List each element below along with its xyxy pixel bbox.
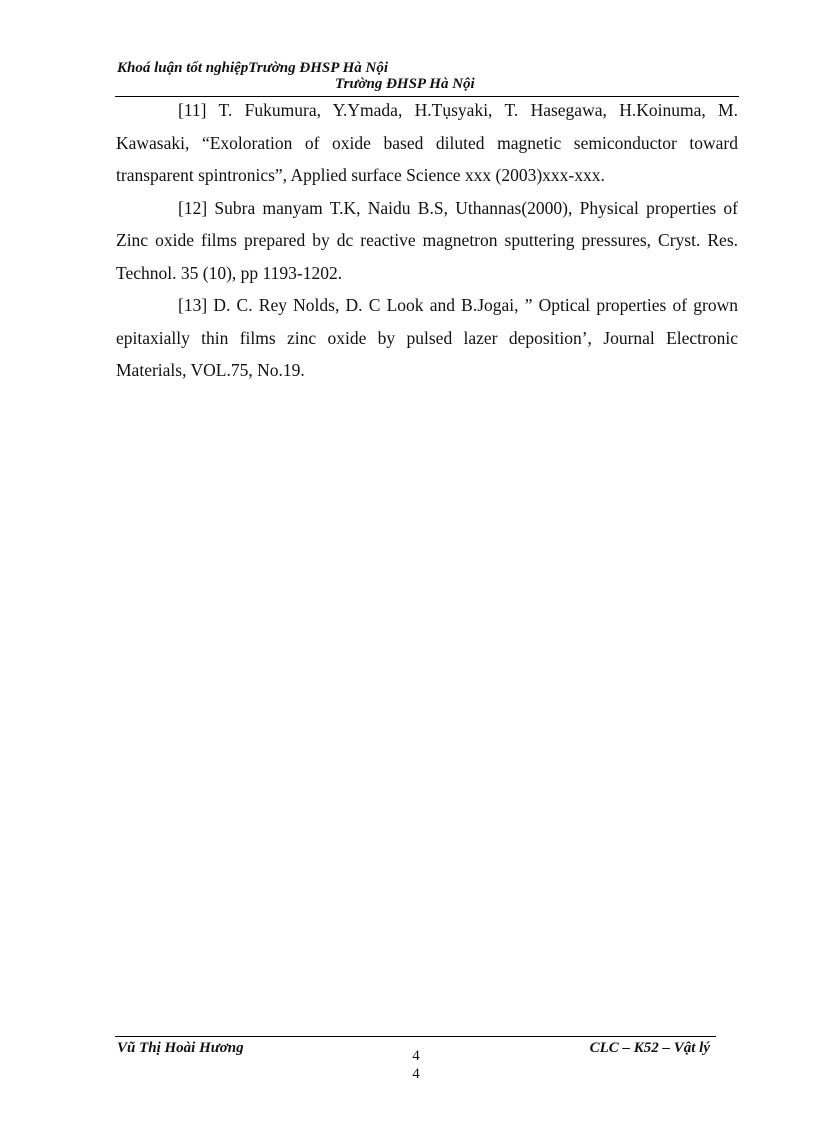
header-thesis-title: Khoá luận tốt nghiệpTrường ĐHSP Hà Nội xyxy=(117,60,388,76)
reference-item-12: [12] Subra manyam T.K, Naidu B.S, Uthannas(2000), Physical properties of Zinc oxide films prepared by dc reactive magnetron sputtering pressures, Cryst. Res. Technol. 35 (10), pp 1193-1202. xyxy=(116,197,738,283)
header-university: Trường ĐHSP Hà Nội xyxy=(335,76,475,92)
page-footer xyxy=(115,1036,716,1097)
references-section xyxy=(116,94,738,387)
page-number-line1: 4 xyxy=(412,1048,420,1064)
page-number-line2: 4 xyxy=(412,1066,420,1082)
reference-item-11: [11] T. Fukumura, Y.Ymada, H.Tụsyaki, T. Hasegawa, H.Koinuma, M. Kawasaki, “Exoloration of oxide based diluted magnetic semiconductor toward transparent spintronics”, Applied surface Science xxx (2003)xxx-xxx. xyxy=(116,100,738,185)
page-number xyxy=(410,1047,422,1083)
footer-class-label: CLC – K52 – Vật lý xyxy=(589,1040,710,1056)
reference-item-13: [13] D. C. Rey Nolds, D. C Look and B.Jogai, ” Optical properties of grown epitaxially thin films zinc oxide by pulsed lazer deposition’, Journal Electronic Materials, VOL.75, No.19. xyxy=(116,295,738,380)
page-header xyxy=(115,58,739,97)
footer-author: Vũ Thị Hoài Hương xyxy=(117,1040,244,1056)
